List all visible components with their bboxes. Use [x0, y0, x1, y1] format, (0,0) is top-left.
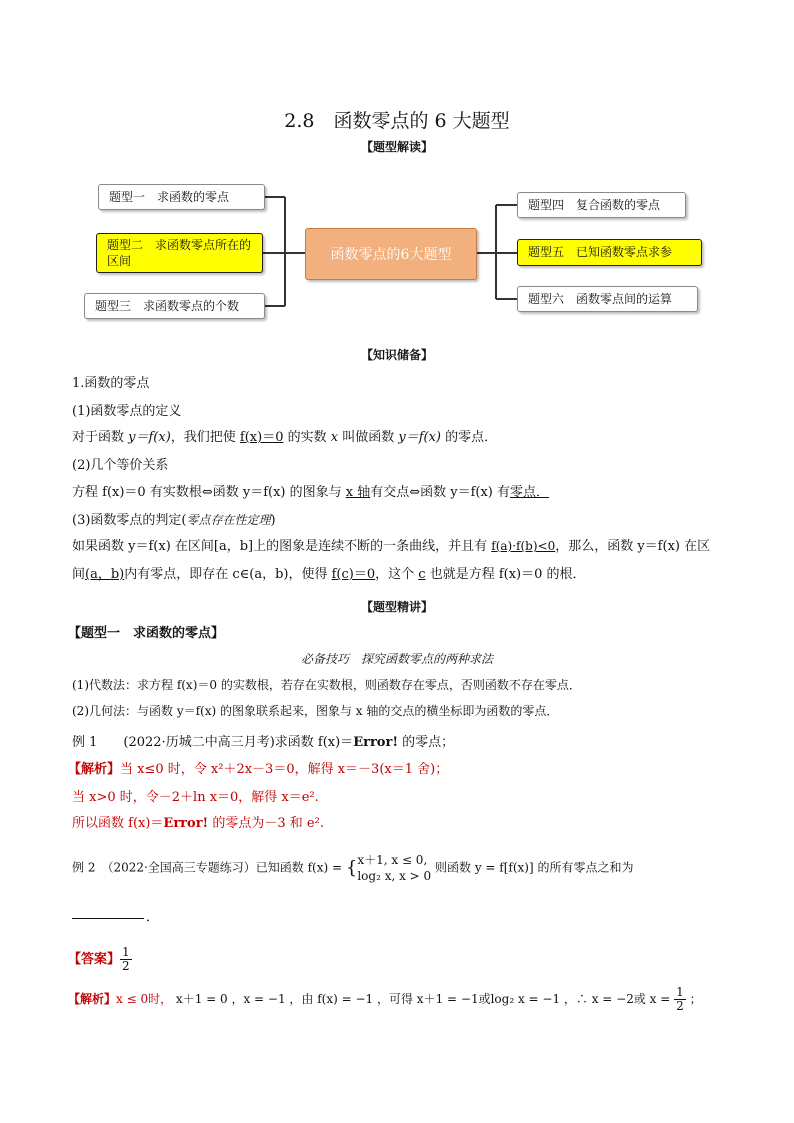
- section-interpret: 【题型解读】: [360, 140, 433, 154]
- section-lecture: 【题型精讲】: [360, 600, 433, 614]
- blank-end: ．: [146, 910, 160, 925]
- mindmap-node-type4: 题型四 复合函数的零点: [517, 192, 686, 218]
- type1-heading: 【题型一 求函数的零点】: [68, 626, 225, 641]
- mindmap-center: 函数零点的6大题型: [305, 228, 477, 280]
- knowledge-line-3: 对于函数 y＝f(x)，我们把使 f(x)＝0 的实数 x 叫做函数 y＝f(x) 的零点．: [72, 430, 498, 445]
- example-1: 例 1 (2022·历城二中高三月考)求函数 f(x)＝Error! 的零点；: [72, 735, 455, 750]
- answer-line: 【答案】 $\frac{1}{2}$: [68, 945, 130, 973]
- section-knowledge: 【知识储备】: [360, 348, 433, 362]
- mindmap-node-type5: 题型五 已知函数零点求参: [517, 239, 702, 266]
- piecewise-function: x＋1, x ≤ 0, log₂ x, x > 0: [357, 853, 432, 883]
- answer-fraction: $\frac{1}{2}$: [122, 945, 130, 973]
- mindmap-node-type6: 题型六 函数零点间的运算: [517, 286, 698, 312]
- mindmap-node-type2: 题型二 求函数零点所在的区间: [96, 233, 263, 273]
- mindmap-connectors: [0, 0, 794, 330]
- solution-1-line-1: 【解析】当 x≤0 时，令 x²＋2x－3＝0，解得 x＝－3(x＝1 舍)；: [68, 762, 449, 777]
- knowledge-line-1: 1.函数的零点: [72, 376, 150, 391]
- knowledge-line-5: 方程 f(x)＝0 有实数根⇔函数 y＝f(x) 的图象与 x 轴有交点⇔函数 y＝f(x) 有零点．: [72, 485, 550, 500]
- knowledge-line-7: 如果函数 y＝f(x) 在区间[a，b]上的图象是连续不断的一条曲线，并且有 f(a)·f(b)<0，那么，函数 y＝f(x) 在区: [72, 539, 711, 554]
- example-2: 例 2 （2022·全国高三专题练习）已知函数 f(x) = { x＋1, x ≤ 0, log₂ x, x > 0 则函数 y = f[f(x)] 的所有零点之和为: [72, 853, 634, 883]
- page-title: 2.8 函数零点的 6 大题型: [284, 110, 510, 132]
- method-1: (1)代数法：求方程 f(x)＝0 的实数根，若存在实数根，则函数存在零点，否则函数不存在零点．: [72, 678, 581, 692]
- knowledge-line-8: 间(a，b)内有零点，即存在 c∈(a，b)，使得 f(c)＝0，这个 c 也就是方程 f(x)＝0 的根．: [72, 567, 586, 582]
- method-2: (2)几何法：与函数 y＝f(x) 的图象联系起来，图象与 x 轴的交点的横坐标即为函数的零点．: [72, 704, 559, 718]
- solution-1-line-2: 当 x>0 时，令－2＋ln x＝0，解得 x＝e².: [72, 790, 319, 805]
- mindmap-node-type3: 题型三 求函数零点的个数: [84, 293, 265, 319]
- knowledge-line-2: (1)函数零点的定义: [72, 404, 182, 419]
- solution-1-line-3: 所以函数 f(x)＝Error! 的零点为－3 和 e².: [72, 816, 324, 831]
- solution-2-line-1: 【解析】x ≤ 0时， x＋1 = 0 ，x = −1 ，由 f(x) = −1 ，可得 x＋1 = −1或log₂ x = −1 ，∴ x = −2或 x = $\frac{1}{2}$ ；: [68, 985, 702, 1013]
- mindmap-node-type1: 题型一 求函数的零点: [98, 184, 265, 210]
- mindmap: [0, 0, 794, 330]
- knowledge-line-4: (2)几个等价关系: [72, 458, 169, 473]
- answer-blank: [72, 918, 144, 919]
- knowledge-line-6: (3)函数零点的判定(零点存在性定理): [72, 513, 276, 528]
- solution-fraction: $\frac{1}{2}$: [676, 985, 684, 1013]
- skill-note: 必备技巧 探究函数零点的两种求法: [300, 652, 493, 666]
